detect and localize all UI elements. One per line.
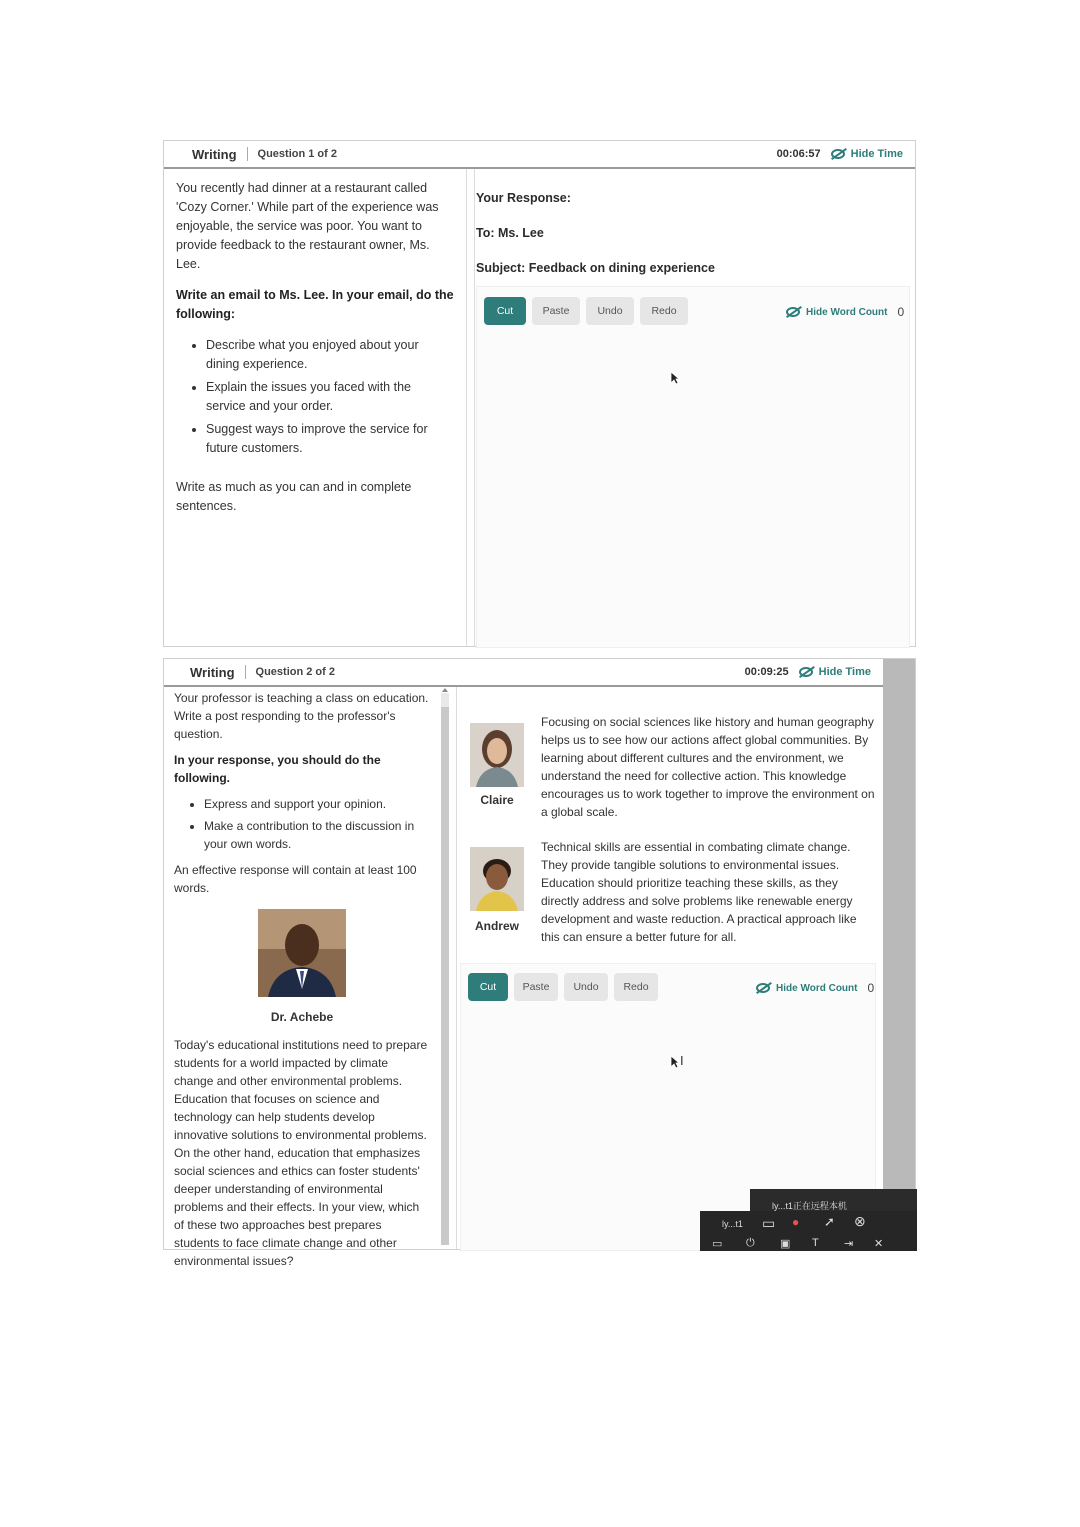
task-list (176, 336, 454, 458)
remote-status: ly...t1正在远程本机 (772, 1201, 847, 1211)
question-1-screenshot (163, 140, 916, 647)
panel-divider (456, 687, 457, 1249)
remote-toolbar (700, 1211, 917, 1251)
word-count: 0 (867, 981, 875, 995)
hide-word-count-button[interactable]: Hide Word Count (806, 306, 888, 318)
claire-photo (470, 723, 524, 787)
power-icon[interactable]: ⏻ (746, 1237, 755, 1249)
scroll-up-icon[interactable] (442, 687, 448, 693)
andrew-post: Technical skills are essential in combating climate change. They provide tangible solutions to environmental issues. Education should prioritize teaching these skills, as they directly address and solve problems like renewable energy development and waste reduction. A practical approach like this can ensure a better future for all. (541, 840, 857, 944)
prompt-instructions: Write an email to Ms. Lee. In your email, do the following: (176, 288, 454, 321)
screen-icon[interactable]: ▣ (780, 1238, 791, 1250)
task-item: • Suggest ways to improve the service for future customers. (206, 420, 454, 458)
cut-button[interactable]: Cut (484, 297, 526, 325)
text-tool-icon[interactable]: T (812, 1237, 819, 1249)
response-editor[interactable] (476, 286, 910, 648)
prompt-intro: You recently had dinner at a restaurant called 'Cozy Corner.' While part of the experience was enjoyable, the service was poor. You want to provide feedback to the restaurant owner, Ms. Lee. (176, 181, 439, 271)
paste-button[interactable]: Paste (514, 973, 558, 1001)
professor-avatar (258, 909, 346, 997)
eye-slash-icon (831, 149, 845, 159)
microphone-icon[interactable]: ● (792, 1215, 800, 1229)
keyboard-icon[interactable]: ▭ (712, 1238, 723, 1250)
stop-icon[interactable]: ✕ (874, 1238, 884, 1250)
claire-post: Focusing on social sciences like history and human geography helps us to see how our actions affect global communities. By learning about different cultures and the environment, we understand the need for collective action. This knowledge encourages us to work together to improve the environment on a global scale. (541, 715, 875, 819)
eye-slash-icon (756, 983, 770, 993)
eye-slash-icon (786, 307, 800, 317)
task-item: • Make a contribution to the discussion in your own words. (204, 817, 430, 853)
close-icon[interactable]: ⊗ (854, 1213, 866, 1229)
timer: 00:09:25 (744, 666, 789, 678)
question-2-screenshot (163, 658, 916, 1268)
question-counter: Question 2 of 2 (255, 666, 335, 678)
prompt-panel (174, 687, 430, 1268)
chat-icon[interactable]: ▭ (762, 1215, 776, 1231)
word-count: 0 (897, 305, 905, 319)
professor-name: Dr. Achebe (270, 1010, 334, 1024)
section-title: Writing (192, 146, 237, 162)
panel-divider (474, 169, 475, 646)
undo-button[interactable]: Undo (564, 973, 608, 1001)
divider (247, 147, 248, 161)
eye-slash-icon (799, 667, 813, 677)
hide-time-label: Hide Time (818, 666, 871, 678)
mouse-cursor-icon (670, 1055, 680, 1069)
question-counter: Question 1 of 2 (257, 148, 337, 160)
undo-button[interactable]: Undo (586, 297, 634, 325)
andrew-avatar (470, 847, 524, 911)
response-label: Your Response: (476, 191, 571, 205)
prompt-intro: Your professor is teaching a class on education. Write a post responding to the professor's question. (174, 691, 429, 741)
cut-button[interactable]: Cut (468, 973, 508, 1001)
prompt-footer: An effective response will contain at least 100 words. (174, 863, 417, 895)
editor-toolbar (484, 297, 688, 325)
professor-photo (258, 909, 346, 997)
email-subject: Subject: Feedback on dining experience (476, 261, 715, 275)
prompt-panel (176, 169, 454, 646)
claire-avatar (470, 723, 524, 787)
hide-time-label: Hide Time (850, 148, 903, 160)
task-item: • Describe what you enjoyed about your dining experience. (206, 336, 454, 374)
panel-divider (466, 169, 467, 646)
prompt-footer: Write as much as you can and in complete sentences. (176, 480, 412, 513)
mouse-cursor-icon (670, 371, 680, 385)
email-to: To: Ms. Lee (476, 226, 544, 240)
redo-button[interactable]: Redo (640, 297, 688, 325)
window-edge (883, 659, 915, 1249)
word-count-area (756, 981, 874, 995)
text-cursor-icon: I (680, 1053, 684, 1068)
task-item: • Explain the issues you faced with the service and your order. (206, 378, 454, 416)
timer: 00:06:57 (776, 148, 821, 160)
task-item: • Express and support your opinion. (204, 795, 430, 813)
hide-word-count-button[interactable]: Hide Word Count (776, 982, 858, 994)
prompt-instructions: In your response, you should do the following. (174, 753, 381, 785)
exit-icon[interactable]: ⇥ (844, 1238, 854, 1250)
redo-button[interactable]: Redo (614, 973, 658, 1001)
top-bar (164, 141, 915, 169)
scrollbar-thumb[interactable] (441, 707, 449, 1245)
claire-name: Claire (480, 793, 514, 807)
professor-question: Today's educational institutions need to prepare students for a world impacted by climate change and other environmental problems. Education that focuses on science and technology can help students develop innovative solutions to environmental problems. On the other hand, education that emphasizes social sciences and ethics can foster students' deeper understanding of environmental problems and their effects. In your view, which of these two approaches best prepares students to face climate change and other environmental issues? (174, 1038, 428, 1268)
prompt-scrollbar[interactable] (441, 693, 449, 1245)
pointer-icon[interactable]: ➚ (824, 1214, 835, 1229)
section-title: Writing (190, 664, 235, 680)
word-count-area (786, 305, 904, 319)
task-list (174, 795, 430, 853)
andrew-photo (470, 847, 524, 911)
paste-button[interactable]: Paste (532, 297, 580, 325)
hide-time-button[interactable] (831, 148, 903, 160)
top-bar (164, 659, 883, 687)
divider (245, 665, 246, 679)
editor-toolbar (468, 973, 658, 1001)
andrew-name: Andrew (474, 919, 519, 933)
hide-time-button[interactable] (799, 666, 871, 678)
remote-user: ly...t1 (722, 1219, 743, 1229)
